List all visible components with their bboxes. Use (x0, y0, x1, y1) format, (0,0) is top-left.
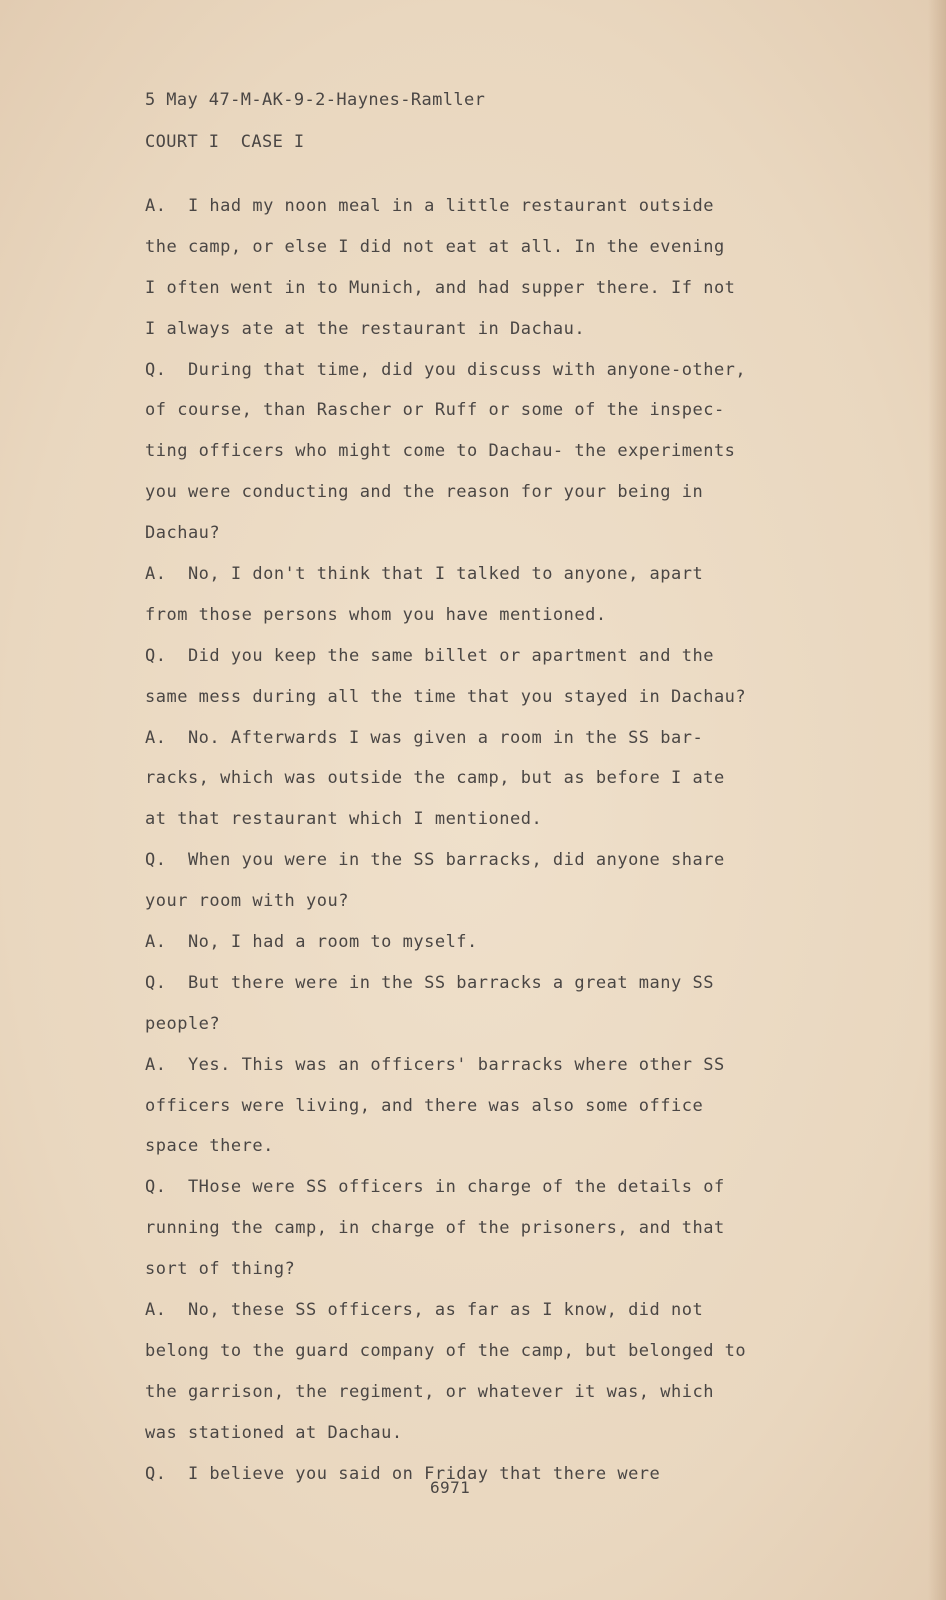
transcript-line: Dachau? (145, 523, 221, 544)
transcript-line: I often went in to Munich, and had supper there. If not (145, 277, 736, 298)
transcript-line: A. No, these SS officers, as far as I know, did not (145, 1300, 704, 1321)
transcript-line: at that restaurant which I mentioned. (145, 809, 543, 830)
transcript-line: from those persons whom you have mentioned. (145, 604, 607, 625)
transcript-line: Q. THose were SS officers in charge of the details of (145, 1177, 725, 1198)
transcript-line: running the camp, in charge of the prisoners, and that (145, 1218, 725, 1239)
page-number: 6971 (430, 1478, 471, 1497)
transcript-body (145, 186, 835, 1495)
transcript-line: Q. I believe you said on Friday that there were (145, 1463, 661, 1484)
transcript-line: people? (145, 1013, 221, 1034)
transcript-line: A. Yes. This was an officers' barracks where other SS (145, 1054, 725, 1075)
transcript-line: the garrison, the regiment, or whatever it was, which (145, 1381, 714, 1402)
transcript-line: Q. Did you keep the same billet or apartment and the (145, 645, 714, 666)
transcript-line: Q. But there were in the SS barracks a great many SS (145, 972, 714, 993)
transcript-line: racks, which was outside the camp, but as before I ate (145, 768, 725, 789)
transcript-line: your room with you? (145, 891, 349, 912)
header-court-case: COURT I CASE I (145, 132, 305, 152)
transcript-line: belong to the guard company of the camp, but belonged to (145, 1340, 747, 1361)
header-case-reference: 5 May 47-M-AK-9-2-Haynes-Ramller (145, 90, 486, 110)
transcript-line: sort of thing? (145, 1259, 296, 1280)
transcript-line: was stationed at Dachau. (145, 1422, 403, 1443)
transcript-line: Q. During that time, did you discuss with anyone-other, (145, 359, 747, 380)
transcript-line: A. No. Afterwards I was given a room in the SS bar- (145, 727, 704, 748)
transcript-line: same mess during all the time that you stayed in Dachau? (145, 686, 747, 707)
transcript-line: I always ate at the restaurant in Dachau. (145, 318, 586, 339)
transcript-line: officers were living, and there was also some office (145, 1095, 704, 1116)
page-edge-shadow (928, 0, 946, 1600)
transcript-line: the camp, or else I did not eat at all. In the evening (145, 236, 725, 257)
transcript-line: Q. When you were in the SS barracks, did anyone share (145, 850, 725, 871)
transcript-line: A. No, I don't think that I talked to anyone, apart (145, 564, 704, 585)
transcript-line: A. No, I had a room to myself. (145, 932, 478, 953)
transcript-line: of course, than Rascher or Ruff or some of the inspec- (145, 400, 725, 421)
transcript-line: A. I had my noon meal in a little restaurant outside (145, 196, 714, 216)
transcript-line: ting officers who might come to Dachau- the experiments (145, 441, 736, 462)
transcript-line: you were conducting and the reason for your being in (145, 482, 704, 503)
transcript-line: space there. (145, 1136, 274, 1157)
